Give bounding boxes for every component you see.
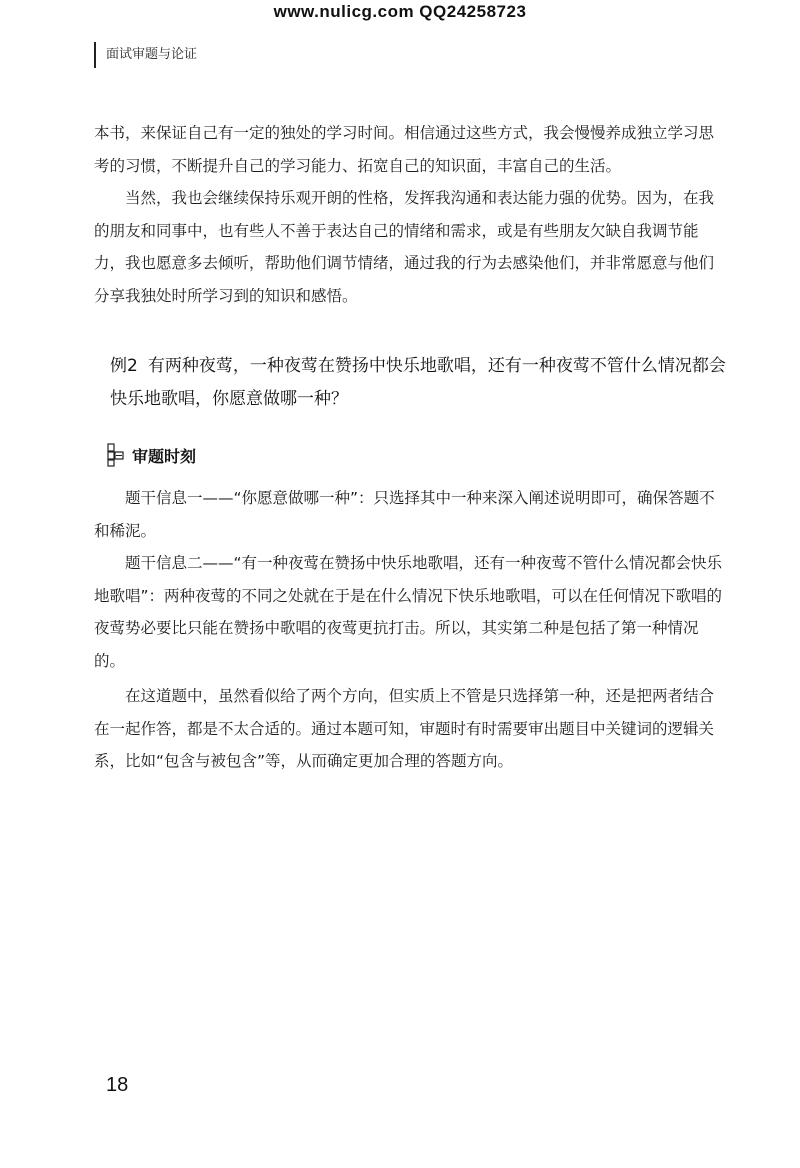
analysis-paragraph-2: 题干信息二——“有一种夜莺在赞扬中快乐地歌唱，还有一种夜莺不管什么情况都会快乐地歌唱”：两种夜莺的不同之处就在于是在什么情况下快乐地歌唱，可以在任何情况下歌唱的夜莺势必要比只能在赞扬中歌唱的夜莺更抗打击。所以，其实第二种是包括了第一种情况的。 bbox=[94, 554, 723, 670]
example-question-text: 有两种夜莺，一种夜莺在赞扬中快乐地歌唱，还有一种夜莺不管什么情况都会快乐地歌唱，你愿意做哪一种？ bbox=[110, 356, 726, 409]
paragraph-continued: 本书，来保证自己有一定的独处的学习时间。相信通过这些方式，我会慢慢养成独立学习思考的习惯，不断提升自己的学习能力、拓宽自己的知识面，丰富自己的生活。 bbox=[94, 124, 715, 175]
book-icon bbox=[106, 443, 126, 467]
page-number: 18 bbox=[106, 1074, 129, 1096]
example-question bbox=[110, 350, 730, 416]
example-number: 例2 bbox=[110, 356, 138, 376]
section-heading bbox=[106, 442, 196, 468]
analysis-paragraph-1: 题干信息一——“你愿意做哪一种”：只选择其中一种来深入阐述说明即可，确保答题不和稀泥。 bbox=[94, 489, 715, 540]
section-heading-text: 审题时刻 bbox=[132, 446, 197, 466]
watermark: www.nulicg.com QQ24258723 bbox=[273, 2, 527, 21]
running-header: 面试审题与论证 bbox=[94, 42, 197, 68]
analysis-paragraph-3: 在这道题中，虽然看似给了两个方向，但实质上不管是只选择第一种，还是把两者结合在一起作答，都是不太合适的。通过本题可知，审题时有时需要审出题目中关键词的逻辑关系，比如“包含与被包含”等，从而确定更加合理的答题方向。 bbox=[94, 687, 715, 770]
paragraph-optimism: 当然，我也会继续保持乐观开朗的性格，发挥我沟通和表达能力强的优势。因为，在我的朋友和同事中，也有些人不善于表达自己的情绪和需求，或是有些朋友欠缺自我调节能力，我也愿意多去倾听，帮助他们调节情绪，通过我的行为去感染他们，并非常愿意与他们分享我独处时所学习到的知识和感悟。 bbox=[94, 189, 715, 305]
